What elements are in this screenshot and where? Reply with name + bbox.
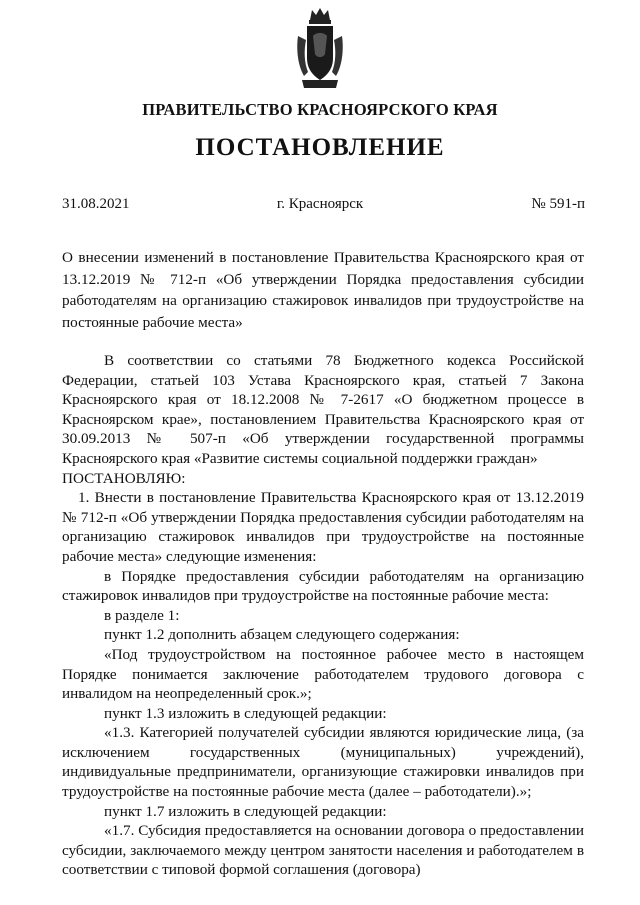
krasnoyarsk-coat-of-arms-icon (296, 6, 344, 90)
document-type-title: ПОСТАНОВЛЕНИЕ (195, 134, 445, 161)
paragraph-5: «Под трудоустройством на постоянное рабочее место в настоящем Порядке понимается заключение работодателем трудового договора с инвалидом на неопределенный срок.»; (62, 645, 584, 703)
paragraph-3: в разделе 1: (104, 606, 180, 624)
document-number: № 591-п (531, 196, 585, 212)
paragraph-1: 1. Внести в постановление Правительства Красноярского края от 13.12.2019 № 712-п «Об утверждении Порядка предоставления субсидии работодателям на организацию стажировок инвалидов при трудоустройстве на постоянные рабочие места» следующие изменения: (62, 489, 584, 565)
issuing-authority: ПРАВИТЕЛЬСТВО КРАСНОЯРСКОГО КРАЯ (142, 100, 498, 119)
preamble-paragraph: В соответствии со статьями 78 Бюджетного кодекса Российской Федерации, статьей 103 Устава Красноярского края, статьей 7 Закона Красноярского края от 18.12.2008 № 7-2617 «О бюджетном процессе в Красноярском крае», постановлением Правительства Красноярского края от 30.09.2013 № 507-п «Об утверждении государственной программы Красноярского края «Развитие системы социальной поддержки граждан» (62, 352, 584, 467)
paragraph-9: «1.7. Субсидия предоставляется на основании договора о предоставлении субсидии, заключаемого между центром занятости населения и работодателем в соответствии с типовой формой соглашения (договора) (62, 822, 584, 879)
document-city: г. Красноярск (276, 196, 364, 212)
document-subject: О внесении изменений в постановление Правительства Красноярского края от 13.12.2019 № 712-п «Об утверждении Порядка предоставления субсидии работодателям на организацию стажировок инвалидов при трудоустройстве на постоянные рабочие места» (62, 249, 584, 331)
paragraph-7: «1.3. Категорией получателей субсидии являются юридические лица, (за исключением государственных (муниципальных) учреждений), индивидуальные предприниматели, организующие стажировки инвалидов при трудоустройстве на постоянные рабочие места (далее – работодатели).»; (62, 724, 584, 801)
paragraph-4: пункт 1.2 дополнить абзацем следующего содержания: (104, 626, 460, 644)
decree-word: ПОСТАНОВЛЯЮ: (62, 469, 186, 487)
paragraph-2: в Порядке предоставления субсидии работодателям на организацию стажировок инвалидов при трудоустройстве на постоянные рабочие места: (62, 567, 584, 605)
paragraph-8: пункт 1.7 изложить в следующей редакции: (104, 802, 387, 820)
document-body (62, 351, 584, 880)
paragraph-6: пункт 1.3 изложить в следующей редакции: (104, 704, 387, 722)
document-date: 31.08.2021 (62, 196, 130, 212)
